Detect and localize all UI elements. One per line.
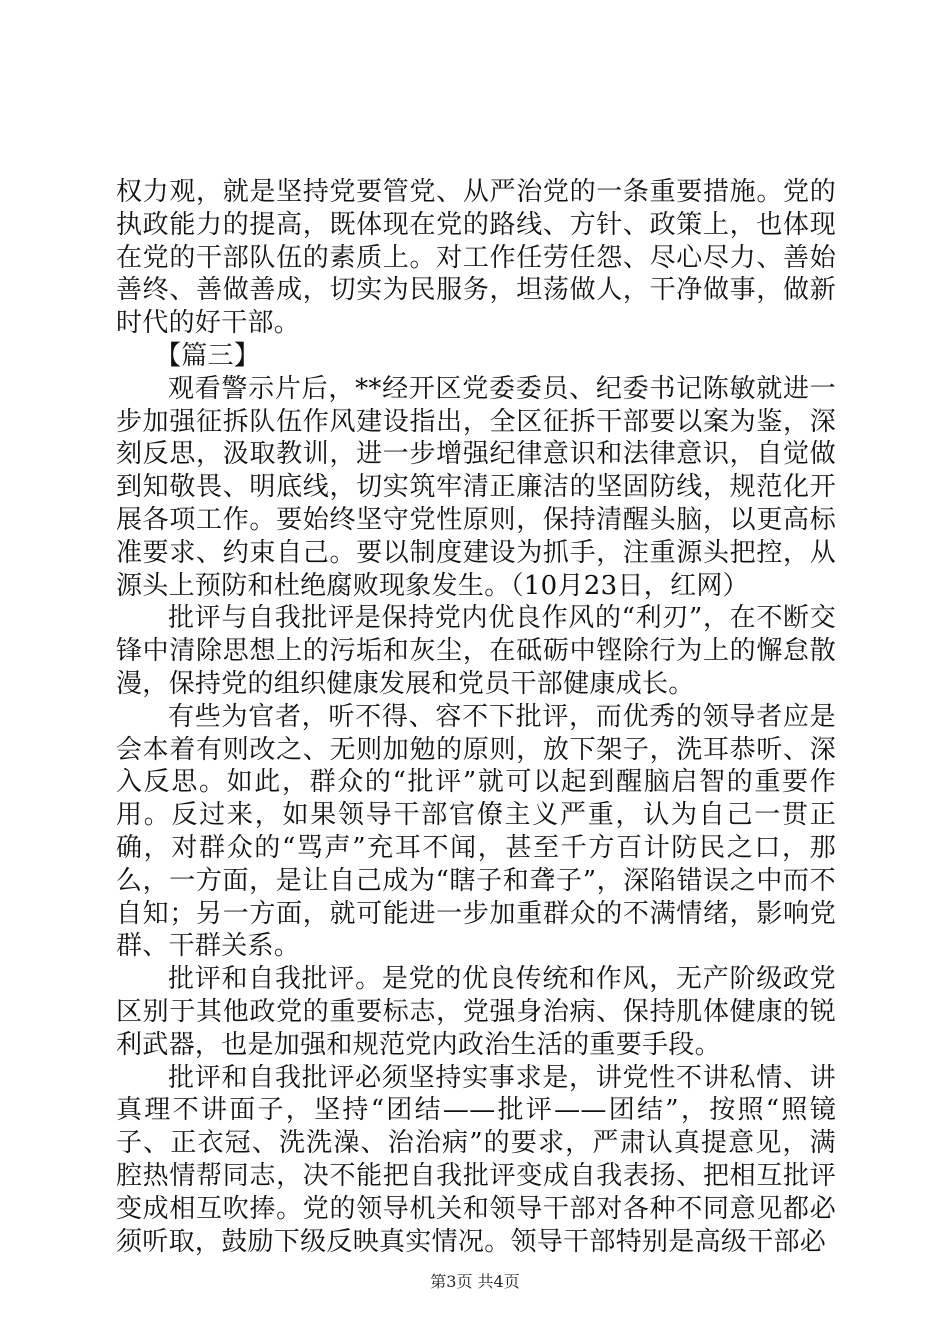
document-body: [116, 176, 836, 1258]
paragraph-2: 观看警示片后，**经开区党委委员、纪委书记陈敏就进一步加强征拆队伍作风建设指出，全区征拆干部要以案为鉴，深刻反思，汲取教训，进一步增强纪律意识和法律意识，自觉做到知敬畏、明底线，切实筑牢清正廉洁的坚固防线，规范化开展各项工作。要始终坚守党性原则，保持清醒头脑，以更高标准要求、约束自己。要以制度建设为抓手，注重源头把控，从源头上预防和杜绝腐败现象发生。（10月23日，红网）: [116, 373, 836, 601]
paragraph-6: 批评和自我批评必须坚持实事求是，讲党性不讲私情、讲真理不讲面子，坚持“团结——批评——团结”，按照“照镜子、正衣冠、洗洗澡、治治病”的要求，严肃认真提意见，满腔热情帮同志，决不能把自我批评变成自我表扬、把相互批评变成相互吹捧。党的领导机关和领导干部对各种不同意见都必须听取，鼓励下级反映真实情况。领导干部特别是高级干部必: [116, 1062, 836, 1257]
paragraph-4: 有些为官者，听不得、容不下批评，而优秀的领导者应是会本着有则改之、无则加勉的原则，放下架子，洗耳恭听、深入反思。如此，群众的“批评”就可以起到醒脑启智的重要作用。反过来，如果领导干部官僚主义严重，认为自己一贯正确，对群众的“骂声”充耳不闻，甚至千方百计防民之口，那么，一方面，是让自己成为“瞎子和聋子”，深陷错误之中而不自知；另一方面，就可能进一步加重群众的不满情绪，影响党群、干群关系。: [116, 701, 836, 962]
paragraph-1: 权力观，就是坚持党要管党、从严治党的一条重要措施。党的执政能力的提高，既体现在党的路线、方针、政策上，也体现在党的干部队伍的素质上。对工作任劳任怨、尽心尽力、善始善终、善做善成，切实为民服务，坦荡做人，干净做事，做新时代的好干部。: [116, 177, 836, 339]
page-number-footer: 第3页 共4页: [430, 1272, 520, 1291]
paragraph-5: 批评和自我批评。是党的优良传统和作风，无产阶级政党区别于其他政党的重要标志，党强身治病、保持肌体健康的锐利武器，也是加强和规范党内政治生活的重要手段。: [116, 964, 836, 1060]
paragraph-3: 批评与自我批评是保持党内优良作风的“利刃”，在不断交锋中清除思想上的污垢和灰尘，在砥砺中铿除行为上的懈怠散漫，保持党的组织健康发展和党员干部健康成长。: [116, 603, 836, 699]
section-heading: 【篇三】: [155, 340, 261, 371]
